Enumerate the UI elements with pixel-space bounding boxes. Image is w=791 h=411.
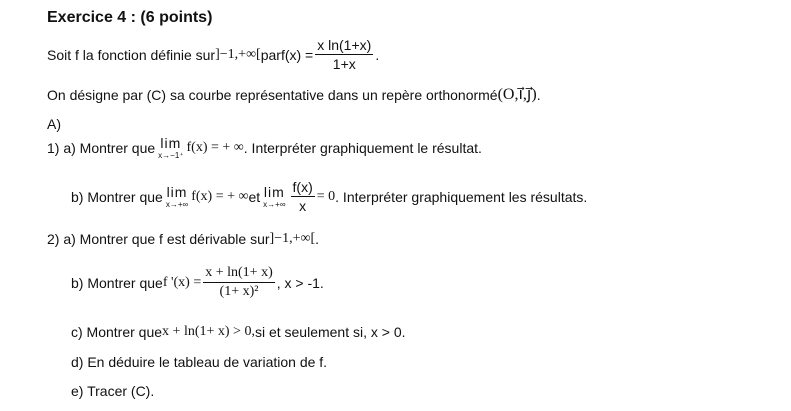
q2b-fraction	[203, 266, 275, 299]
curve-end: .	[536, 87, 541, 103]
q2b-rest: , x > -1.	[276, 274, 324, 291]
domain-interval: ]−1,+∞[	[215, 46, 261, 62]
q1a-expr: f(x) = + ∞	[186, 140, 244, 155]
question-2d: d) En déduire le tableau de variation de f.	[71, 354, 328, 370]
q2c-rest: si et seulement si, x > 0.	[254, 324, 406, 340]
q1b-numerator: f(x)	[292, 179, 313, 195]
q1b-lim2-sub: x→+∞	[263, 199, 286, 209]
question-2c	[71, 325, 406, 339]
q1b-lim1-sub: x→+∞	[165, 199, 189, 209]
q1b-et: et	[248, 188, 261, 205]
question-2e: e) Tracer (C).	[71, 383, 155, 399]
fx-numerator: x ln(1+x)	[317, 37, 372, 53]
q2a-end: .	[315, 231, 320, 247]
q1a-label: 1) a) Montrer que	[47, 140, 156, 156]
q1b-limit-2	[263, 185, 285, 209]
q1a-lim-sub: x→−1⁺	[158, 151, 184, 160]
question-2a	[47, 232, 319, 246]
q1b-eq: = 0	[316, 188, 336, 204]
q2a-label: 2) a) Montrer que f est dérivable sur	[47, 231, 270, 247]
part-a-label: A)	[47, 116, 61, 132]
q2b-numerator: x + ln(1+ x)	[203, 266, 275, 283]
curve-line	[47, 87, 541, 103]
question-1b	[71, 180, 587, 213]
fx-label: f(x) =	[280, 46, 314, 63]
q1b-expr-1: f(x) = + ∞	[191, 188, 249, 204]
question-2b	[71, 266, 324, 299]
q2b-label: b) Montrer que	[71, 274, 163, 291]
q1b-fraction	[291, 180, 315, 213]
q1b-limit-1	[166, 185, 188, 209]
q2c-label: c) Montrer que	[71, 324, 163, 340]
q2c-expr: x + ln(1+ x) > 0,	[162, 324, 255, 339]
curve-text: On désigne par (C) sa courbe représentative dans un repère orthonormé	[47, 87, 498, 103]
q1a-limit	[158, 136, 183, 160]
q2b-denominator: (1+ x)²	[219, 283, 259, 299]
q1a-rest: . Interpréter graphiquement le résultat.	[243, 140, 482, 156]
q2a-domain: ]−1,+∞[	[269, 231, 316, 246]
frame-notation: (O,i⃗,j⃗)	[497, 86, 537, 103]
question-1a	[47, 136, 482, 160]
q1a-lim-word: lim	[160, 135, 182, 151]
exercise-title: Exercice 4 : (6 points)	[47, 9, 213, 26]
intro-end: .	[375, 46, 380, 63]
intro-pre: Soit f la fonction définie sur	[47, 46, 216, 63]
fx-denominator: 1+x	[332, 55, 356, 72]
q1b-denominator: x	[299, 197, 307, 214]
q1b-label: b) Montrer que	[71, 188, 163, 205]
intro-line	[47, 38, 379, 71]
q1b-lim2-word: lim	[263, 183, 285, 200]
intro-mid: par	[260, 46, 281, 63]
q2b-fprime: f '(x) =	[162, 274, 202, 290]
q1b-rest: . Interpréter graphiquement les résultats.	[335, 188, 588, 205]
q1b-lim1-word: lim	[166, 183, 188, 200]
fx-fraction	[315, 38, 373, 71]
